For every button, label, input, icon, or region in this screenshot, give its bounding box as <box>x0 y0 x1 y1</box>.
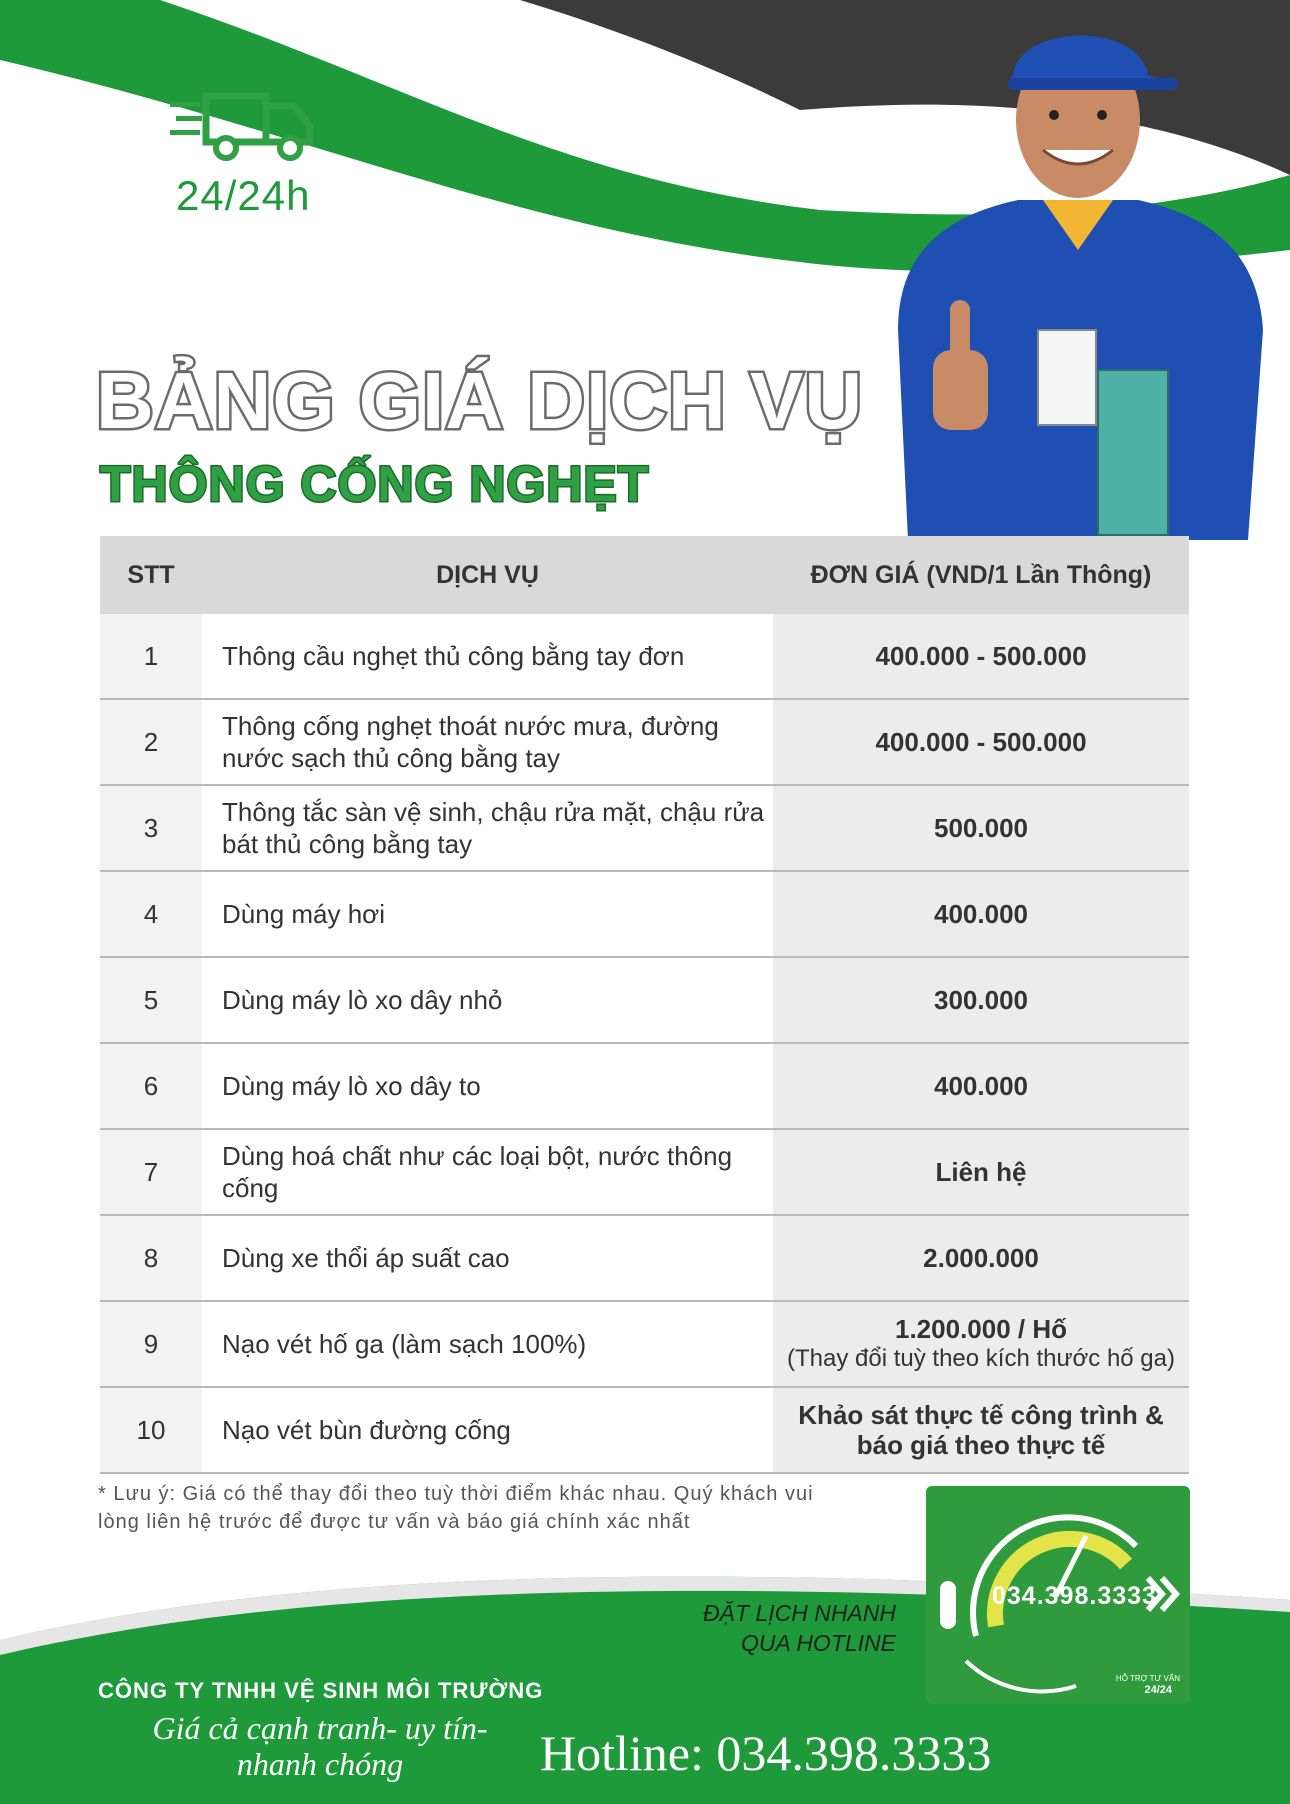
row-price: 300.000 <box>773 957 1189 1043</box>
booking-label <box>640 1598 896 1658</box>
row-price: 400.000 <box>773 1043 1189 1129</box>
table-row <box>100 957 1189 1043</box>
row-price: 400.000 - 500.000 <box>773 699 1189 785</box>
row-price: Khảo sát thực tế công trình & báo giá theo thực tế <box>773 1387 1189 1473</box>
row-service: Dùng máy hơi <box>202 871 773 957</box>
worker-illustration <box>868 0 1290 540</box>
price-table <box>100 536 1189 1474</box>
row-stt: 2 <box>100 699 202 785</box>
row-service: Thông cầu nghẹt thủ công bằng tay đơn <box>202 614 773 699</box>
table-row <box>100 699 1189 785</box>
badge-24h-text: 24/24h <box>176 172 311 219</box>
slogan-line1: Giá cả cạnh tranh- uy tín- <box>152 1710 488 1746</box>
table-row <box>100 785 1189 871</box>
table-row <box>100 871 1189 957</box>
booking-line1: ĐẶT LỊCH NHANH <box>703 1600 896 1626</box>
header-service: DỊCH VỤ <box>202 536 773 614</box>
row-price: 500.000 <box>773 785 1189 871</box>
slogan <box>110 1710 530 1782</box>
row-stt: 3 <box>100 785 202 871</box>
row-service: Thông cống nghẹt thoát nước mưa, đường nước sạch thủ công bằng tay <box>202 699 773 785</box>
row-service: Dùng máy lò xo dây nhỏ <box>202 957 773 1043</box>
table-row <box>100 1387 1189 1473</box>
hotline-link[interactable]: Hotline: 034.398.3333 <box>540 1725 992 1781</box>
row-price <box>773 1301 1189 1387</box>
row-price: 2.000.000 <box>773 1215 1189 1301</box>
table-row <box>100 1129 1189 1215</box>
row-stt: 1 <box>100 614 202 699</box>
header-stt: STT <box>100 536 202 614</box>
delivery-truck-icon <box>170 92 318 164</box>
row-service: Nạo vét hố ga (làm sạch 100%) <box>202 1301 773 1387</box>
disclaimer-note: * Lưu ý: Giá có thể thay đổi theo tuỳ thời điểm khác nhau. Quý khách vui lòng liên hệ trước để được tư vấn và báo giá chính xác nhất <box>98 1483 814 1533</box>
slogan-line2: nhanh chóng <box>236 1746 404 1782</box>
row-service: Nạo vét bùn đường cống <box>202 1387 773 1473</box>
row-service: Dùng hoá chất như các loại bột, nước thông cống <box>202 1129 773 1215</box>
table-row <box>100 614 1189 699</box>
hotline-card-caption1: HỖ TRỢ TƯ VẤN <box>1115 1674 1180 1683</box>
booking-line2: QUA HOTLINE <box>740 1630 896 1656</box>
table-row <box>100 1043 1189 1129</box>
table-row <box>100 1301 1189 1387</box>
hotline-card[interactable] <box>926 1486 1190 1704</box>
header-price: ĐƠN GIÁ (VND/1 Lần Thông) <box>773 536 1189 614</box>
row-service: Dùng xe thổi áp suất cao <box>202 1215 773 1301</box>
page-subtitle: THÔNG CỐNG NGHẸT <box>100 456 650 512</box>
company-name: CÔNG TY TNHH VỆ SINH MÔI TRƯỜNG <box>98 1678 544 1703</box>
row-price: Liên hệ <box>773 1129 1189 1215</box>
row-service: Thông tắc sàn vệ sinh, chậu rửa mặt, chậu rửa bát thủ công bằng tay <box>202 785 773 871</box>
row-price: 400.000 <box>773 871 1189 957</box>
row-stt: 7 <box>100 1129 202 1215</box>
hotline-card-phone: 034.398.3333 <box>992 1582 1157 1610</box>
row-stt: 8 <box>100 1215 202 1301</box>
page-title: BẢNG GIÁ DỊCH VỤ <box>96 356 864 445</box>
row-price-value: 1.200.000 / Hố <box>895 1314 1067 1344</box>
row-stt: 9 <box>100 1301 202 1387</box>
row-stt: 4 <box>100 871 202 957</box>
row-stt: 5 <box>100 957 202 1043</box>
row-stt: 6 <box>100 1043 202 1129</box>
row-stt: 10 <box>100 1387 202 1473</box>
row-price-note: (Thay đổi tuỳ theo kích thước hố ga) <box>787 1345 1175 1372</box>
row-price: 400.000 - 500.000 <box>773 614 1189 699</box>
table-header-row <box>100 536 1189 614</box>
row-service: Dùng máy lò xo dây to <box>202 1043 773 1129</box>
table-row <box>100 1215 1189 1301</box>
hotline-card-caption2: 24/24 <box>1144 1684 1172 1696</box>
